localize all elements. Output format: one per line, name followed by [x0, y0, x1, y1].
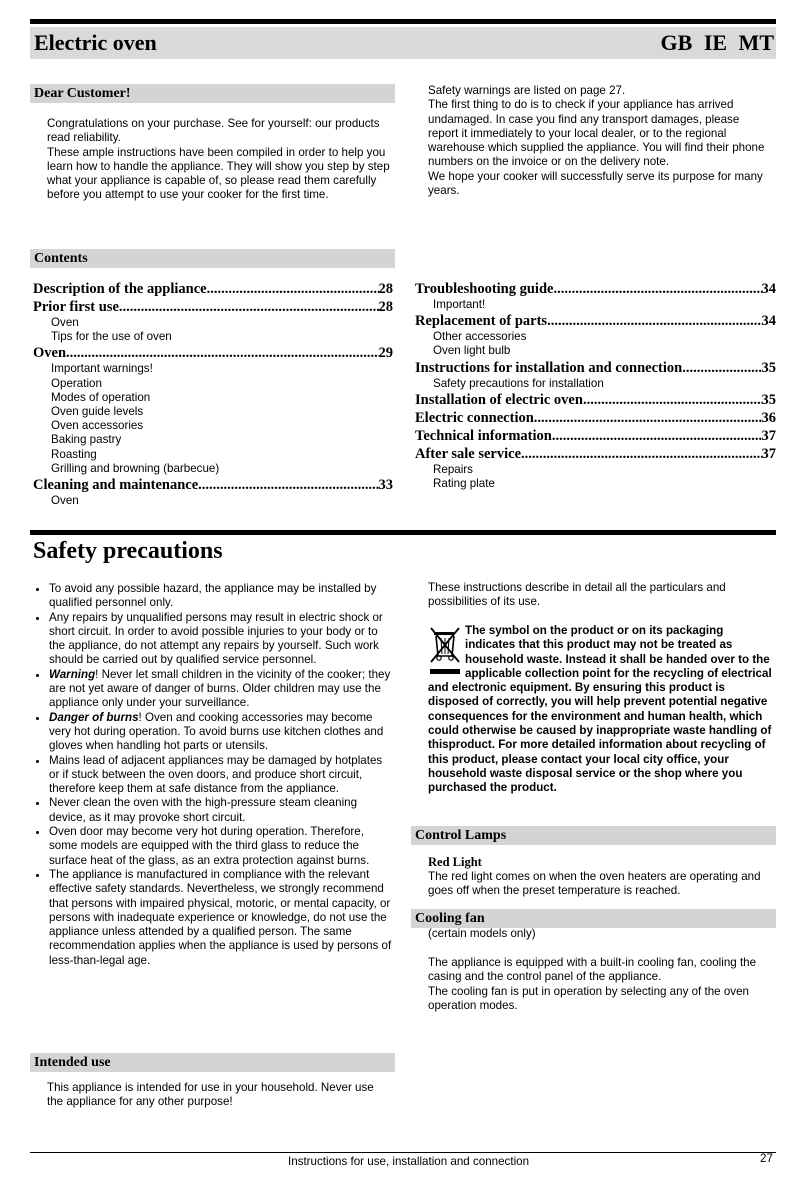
toc-entry	[415, 391, 776, 409]
safety-bullet-text: Never clean the oven with the high-pressure steam cleaning device, as it may provoke short circuit.	[49, 796, 358, 824]
safety-bullet	[49, 711, 395, 754]
toc-subentry: Other accessories	[433, 330, 527, 344]
toc-dot-leader	[521, 445, 761, 463]
toc-entry-label: Instructions for installation and connection	[415, 359, 683, 376]
toc-left-column	[33, 280, 393, 508]
toc-entry	[415, 280, 776, 298]
toc-entry-label: Prior first use	[33, 299, 119, 315]
toc-subentry: Rating plate	[433, 477, 495, 491]
dear-customer-heading: Dear Customer!	[30, 84, 395, 103]
page-title: Electric oven	[34, 30, 157, 55]
red-light-subheading: Red Light	[428, 855, 482, 869]
toc-entry-label: Description of the appliance	[33, 281, 207, 297]
safety-bullet	[49, 668, 395, 711]
toc-subentry: Baking pastry	[51, 433, 122, 447]
toc-entry	[33, 280, 393, 298]
safety-bullet	[49, 868, 395, 968]
toc-entry-label: Replacement of parts	[415, 313, 548, 330]
toc-dot-leader	[66, 344, 378, 362]
safety-heading: Safety precautions	[33, 538, 223, 564]
cooling-fan-text: The appliance is equipped with a built-in cooling fan, cooling the casing and the control panel of the appliance. The cooling fan is put in operation by selecting any of the oven operation modes.	[428, 956, 757, 1012]
safety-bullet	[49, 825, 395, 868]
toc-entry-page: 35	[761, 391, 776, 408]
toc-subentry: Modes of operation	[51, 390, 151, 404]
toc-entry	[415, 445, 776, 463]
toc-entry-label: Oven	[33, 345, 67, 362]
toc-entry-label: Installation of electric oven	[415, 391, 583, 408]
toc-entry-label: Cleaning and maintenance	[33, 477, 199, 494]
toc-subentry: Important warnings!	[51, 362, 153, 376]
toc-entry	[33, 476, 393, 494]
control-lamps-heading: Control Lamps	[411, 826, 776, 845]
safety-bullet-text: The appliance is manufactured in compliance with the relevant effective safety standards. Nevertheless, we strongly recommend that persons with impaired physical, motoric, or mental capacity, or persons with inadequate experience or knowledge, do not use the appliance unless attended by a qualified person. The same recommendation applies when the appliance is used by persons of less-than-legal age.	[49, 867, 392, 967]
intended-use-text: This appliance is intended for use in your household. Never use the appliance for any other purpose!	[47, 1081, 374, 1109]
toc-entry-label: Troubleshooting guide	[415, 281, 554, 297]
toc-subentry: Repairs	[433, 462, 473, 476]
toc-entry	[415, 359, 776, 377]
safety-bullet-text: ! Oven and cooking accessories may become very hot during operation. To avoid burns use kitchen clothes and gloves when handling hot parts or utensils.	[49, 710, 384, 753]
contents-heading: Contents	[30, 249, 395, 268]
toc-entry-page: 33	[378, 477, 393, 494]
header-top-rule	[30, 19, 776, 24]
safety-bullet-emphasis: Danger of burns	[49, 710, 139, 724]
safety-bullet-text: Any repairs by unqualified persons may result in electric shock or short circuit. In order to avoid possible injuries to your body or to the appliance, do not attempt any repairs by yourself. Such work should be carried out by qualified service personnel.	[49, 610, 383, 667]
cooling-fan-heading: Cooling fan	[411, 909, 776, 928]
toc-subentry: Tips for the use of oven	[51, 330, 172, 344]
toc-entry-page: 28	[378, 299, 393, 315]
footer-text: Instructions for use, installation and connection	[288, 1155, 530, 1168]
toc-dot-leader	[534, 409, 762, 427]
toc-dot-leader	[552, 427, 762, 445]
toc-subentry: Oven light bulb	[433, 344, 511, 358]
weee-notice: The symbol on the product or on its packaging indicates that this product may not be treated as household waste. Instead it shall be handed over to the applicable collection point for the recycling of electrical and electronic equipment. By ensuring this product is disposed of correctly, you will help prevent potential negative consequences for the environment and human health, which could otherwise be caused by inappropriate waste handling of thisproduct. For more detailed information about recycling of this product, please contact your local city office, your household waste disposal service or the shop where you purchased the product.	[428, 624, 772, 795]
toc-dot-leader	[207, 280, 379, 298]
toc-entry	[33, 344, 393, 362]
toc-dot-leader	[119, 298, 379, 316]
toc-entry-page: 35	[761, 359, 776, 376]
safety-bullet-text: Oven door may become very hot during operation. Therefore, some models are equipped with the third glass to reduce the surface heat of the glass, as an extra protection against burns.	[49, 825, 370, 867]
toc-entry-page: 36	[761, 409, 776, 426]
toc-subentry: Oven guide levels	[51, 405, 144, 419]
safety-bullet	[49, 611, 395, 668]
toc-entry-page: 34	[761, 313, 776, 330]
safety-intro: These instructions describe in detail all the particulars and possibilities of its use.	[428, 581, 726, 609]
toc-subentry: Operation	[51, 376, 102, 390]
toc-subentry: Important!	[433, 298, 486, 311]
safety-bullet	[49, 796, 395, 825]
intended-use-heading: Intended use	[30, 1053, 395, 1072]
footer-rule	[30, 1152, 776, 1153]
toc-subentry: Oven accessories	[51, 419, 144, 433]
safety-bullet-text: ! Never let small children in the vicinity of the cooker; they are not yet aware of danger of burns. Older children may use the appliance only under your surveillance.	[49, 667, 391, 710]
toc-dot-leader	[682, 359, 761, 377]
safety-top-rule	[30, 530, 776, 535]
toc-subentry: Roasting	[51, 447, 97, 461]
toc-entry	[415, 409, 776, 427]
country-codes: GB IE MT	[660, 30, 774, 55]
toc-entry-page: 28	[378, 281, 393, 297]
toc-subentry: Oven	[51, 494, 79, 508]
toc-entry-label: Electric connection	[415, 409, 534, 426]
cooling-fan-note: (certain models only)	[428, 927, 536, 940]
toc-entry	[33, 298, 393, 316]
safety-bullet-text: Mains lead of adjacent appliances may be damaged by hotplates or if stuck between the oven doors, and produce short circuit, therefore keep them at safe distance from the appliance.	[49, 753, 383, 796]
toc-subentry: Oven	[51, 316, 79, 329]
toc-entry-label: Technical information	[415, 427, 552, 444]
toc-subentry: Grilling and browning (barbecue)	[51, 461, 220, 475]
toc-dot-leader	[547, 312, 761, 330]
toc-entry	[415, 312, 776, 330]
safety-bullet	[49, 754, 395, 797]
toc-entry-page: 37	[761, 427, 776, 444]
dear-customer-text-right: Safety warnings are listed on page 27. The first thing to do is to check if your appliance has arrived undamaged. In case you find any transport damages, please report it immediately to your local dealer, or to the regional warehouse which supplied the appliance. You will find their phone numbers on the invoice or on the delivery note. We hope your cooker will successfully serve its purpose for many years.	[428, 84, 765, 198]
safety-bullet	[49, 582, 395, 611]
toc-entry-page: 29	[378, 345, 393, 362]
toc-entry-page: 37	[761, 445, 776, 462]
toc-entry-page: 34	[761, 281, 776, 297]
toc-right-column	[415, 280, 776, 491]
toc-entry-label: After sale service	[415, 445, 522, 462]
toc-dot-leader	[198, 476, 378, 494]
toc-dot-leader	[583, 391, 762, 409]
toc-entry	[415, 427, 776, 445]
safety-bullet-emphasis: Warning	[49, 667, 96, 681]
red-light-text: The red light comes on when the oven heaters are operating and goes off when the preset temperature is reached.	[428, 870, 761, 898]
safety-bullet-text: To avoid any possible hazard, the appliance may be installed by qualified personnel only.	[49, 582, 377, 610]
safety-bullets	[17, 582, 395, 968]
page-number: 27	[760, 1152, 773, 1165]
toc-dot-leader	[553, 280, 761, 298]
toc-subentry: Safety precautions for installation	[433, 376, 604, 390]
dear-customer-text: Congratulations on your purchase. See for yourself: our products read reliability. These ample instructions have been compiled in order to help you learn how to handle the appliance. They will show you step by step what your appliance is capable of, so please read them carefully before you attempt to use your cooker for the first time.	[47, 117, 390, 202]
